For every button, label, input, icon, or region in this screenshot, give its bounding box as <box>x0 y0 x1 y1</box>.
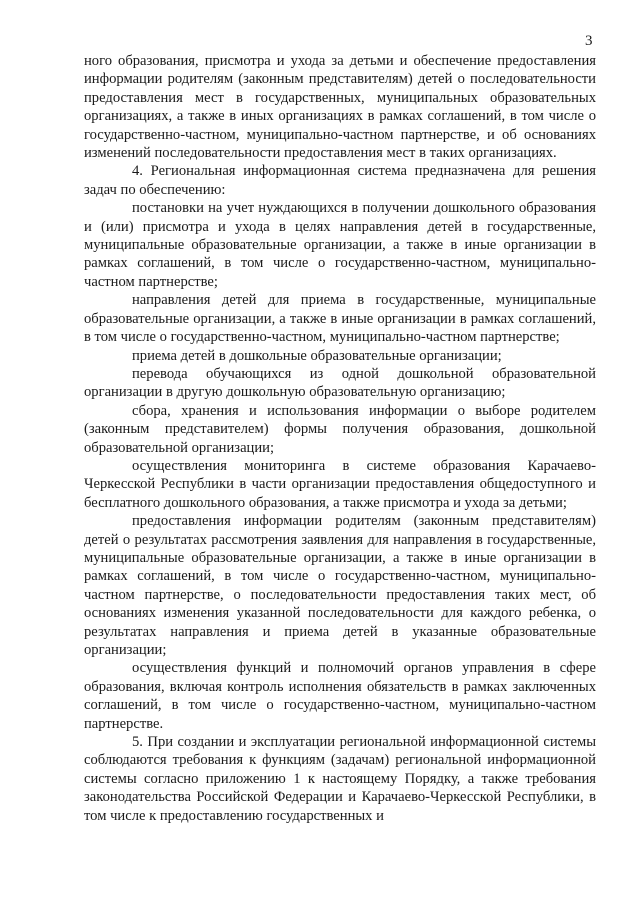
paragraph-task-information: предоставления информации родителям (законным представителям) детей о результатах рассмотрения заявления для направления в государственные, муниципальные образовательные организации, а также в иные организации в рамках соглашений, в том числе о государственно-частном, муниципально-частном партнерстве, о последовательности предоставления таких мест, об основаниях изменения указанной последовательности для каждого ребенка, о результатах направления и приема детей в указанные образовательные организации; <box>84 513 596 658</box>
document-body <box>84 52 596 825</box>
page-number: 3 <box>585 33 593 49</box>
paragraph-task-registration: постановки на учет нуждающихся в получении дошкольного образования и (или) присмотра и ухода в целях направления детей в государственные, муниципальные образовательные организации, а также в иные организации в рамках соглашений, в том числе о государственно-частном, муниципально-частном партнерстве; <box>84 200 596 290</box>
paragraph-task-transfer: перевода обучающихся из одной дошкольной образовательной организации в другую дошкольную образовательную организацию; <box>84 365 596 401</box>
paragraph-item-4: 4. Региональная информационная система предназначена для решения задач по обеспечению: <box>84 163 596 198</box>
paragraph-task-referral: направления детей для приема в государственные, муниципальные образовательные организации, а также в иные организации в рамках соглашений, в том числе о государственно-частном, муниципально-частном партнерстве; <box>84 292 596 346</box>
paragraph-task-admission: приема детей в дошкольные образовательные организации; <box>132 347 502 364</box>
paragraph-task-management: осуществления функций и полномочий органов управления в сфере образования, включая контроль исполнения обязательств в рамках заключенных соглашений, в том числе о государственно-частном, муниципально-частном партнерстве. <box>84 660 596 732</box>
paragraph-item-5: 5. При создании и эксплуатации региональной информационной системы соблюдаются требования к функциям (задачам) региональной информационной системы согласно приложению 1 к настоящему Порядку, а также требования законодательства Российской Федерации и Карачаево-Черкесской Республики, в том числе к предоставлению государственных и <box>84 734 596 824</box>
paragraph-task-data-collection: сбора, хранения и использования информации о выборе родителем (законным представителем) формы получения образования, дошкольной образовательной организации; <box>84 402 596 456</box>
paragraph-task-monitoring: осуществления мониторинга в системе образования Карачаево-Черкесской Республики в части организации предоставления общедоступного и бесплатного дошкольного образования, а также присмотра и ухода за детьми; <box>84 457 596 511</box>
paragraph-continuation: ного образования, присмотра и ухода за детьми и обеспечение предоставления информации родителям (законным представителям) детей о последовательности предоставления мест в государственных, муниципальных образовательных организациях, а также в иных организациях в рамках соглашений, в том числе о государственно-частном, муниципально-частном партнерстве, и об основаниях изменений последовательности предоставления мест в таких организациях. <box>84 53 596 162</box>
